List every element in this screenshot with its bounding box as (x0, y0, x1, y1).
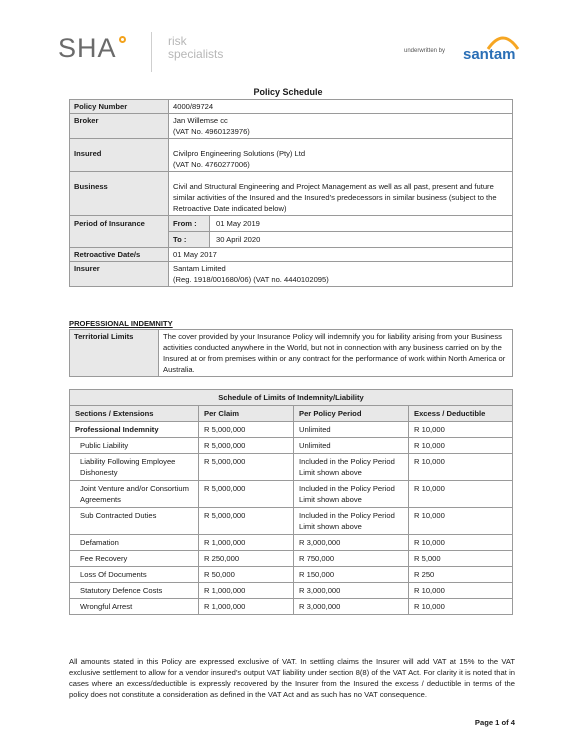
period-from (169, 216, 512, 232)
from-value: 01 May 2019 (216, 219, 260, 228)
per-policy-value: Unlimited (294, 438, 409, 454)
tagline-line1: risk (168, 34, 187, 48)
business-label: Business (70, 172, 169, 216)
section-name: Fee Recovery (70, 551, 199, 567)
excess-value: R 10,000 (409, 508, 513, 535)
table-row (70, 583, 513, 599)
excess-value: R 10,000 (409, 438, 513, 454)
col-header-sections: Sections / Extensions (70, 406, 199, 422)
table-row (70, 567, 513, 583)
excess-value: R 250 (409, 567, 513, 583)
sha-logo-dot-icon (119, 36, 126, 43)
excess-value: R 10,000 (409, 422, 513, 438)
retroactive-label: Retroactive Date/s (70, 248, 169, 262)
table-row (70, 422, 513, 438)
underwritten-by-label: underwritten by (404, 48, 446, 54)
excess-value: R 10,000 (409, 454, 513, 481)
excess-value: R 10,000 (409, 535, 513, 551)
section-name: Public Liability (70, 438, 199, 454)
per-policy-value: Included in the Policy Period Limit shown above (294, 481, 409, 508)
excess-value: R 5,000 (409, 551, 513, 567)
territorial-limits-table (69, 329, 513, 377)
section-name: Sub Contracted Duties (70, 508, 199, 535)
per-claim-value: R 50,000 (199, 567, 294, 583)
retroactive-row (70, 248, 513, 262)
period-to (169, 232, 512, 247)
per-claim-value: R 1,000,000 (199, 599, 294, 615)
territorial-limits-row (70, 330, 513, 377)
territorial-limits-label: Territorial Limits (70, 330, 159, 377)
business-value: Civil and Structural Engineering and Project Management as well as all past, present and future similar activities of the Insured and the Insured’s predecessors in similar business (subject to the Retroactive Date indicated below) (169, 172, 513, 216)
policy-number-label: Policy Number (70, 100, 169, 114)
table-row (70, 599, 513, 615)
limits-of-indemnity-table (69, 389, 513, 615)
limits-header-row (70, 406, 513, 422)
per-policy-value: Unlimited (294, 422, 409, 438)
letterhead (0, 0, 576, 80)
insurer-label: Insurer (70, 262, 169, 287)
table-row (70, 551, 513, 567)
retroactive-value: 01 May 2017 (169, 248, 513, 262)
broker-label: Broker (70, 114, 169, 139)
per-claim-value: R 5,000,000 (199, 422, 294, 438)
insurer-registration: (Reg. 1918/001680/06) (VAT no. 4440102095) (173, 275, 329, 284)
insured-vat: (VAT No. 4760277006) (173, 160, 250, 169)
per-policy-value: Included in the Policy Period Limit shown above (294, 454, 409, 481)
insured-row (70, 139, 513, 172)
vat-note: All amounts stated in this Policy are expressed exclusive of VAT. In settling claims the Insurer will add VAT at 15% to the VAT exclusive settlement to allow for a vendor insured’s output VAT liability under section 8(8) of the VAT Act. For clarity it is noted that in cases where an excess/deductible is expressly recovered by the Insurer from the Insured the excess / deductible in terms of the policy does not constitute a consideration as defined in the VAT Act and as such has no VAT consequence. (69, 657, 515, 699)
excess-value: R 10,000 (409, 583, 513, 599)
per-policy-value: R 3,000,000 (294, 599, 409, 615)
col-header-excess: Excess / Deductible (409, 406, 513, 422)
per-claim-value: R 1,000,000 (199, 583, 294, 599)
per-policy-value: R 3,000,000 (294, 535, 409, 551)
per-claim-value: R 5,000,000 (199, 481, 294, 508)
excess-value: R 10,000 (409, 481, 513, 508)
col-header-per-claim: Per Claim (199, 406, 294, 422)
insured-name: Civilpro Engineering Solutions (Pty) Ltd (173, 149, 306, 158)
table-row (70, 454, 513, 481)
section-name: Wrongful Arrest (70, 599, 199, 615)
per-policy-value: R 750,000 (294, 551, 409, 567)
professional-indemnity-heading: PROFESSIONAL INDEMNITY (69, 319, 173, 328)
per-policy-value: Included in the Policy Period Limit shown above (294, 508, 409, 535)
per-claim-value: R 1,000,000 (199, 535, 294, 551)
risk-specialists-tagline (168, 35, 223, 61)
period-value (169, 216, 513, 248)
per-claim-value: R 5,000,000 (199, 438, 294, 454)
period-label: Period of Insurance (70, 216, 169, 248)
from-label: From : (169, 216, 210, 231)
page-number: Page 1 of 4 (474, 718, 515, 727)
to-value: 30 April 2020 (216, 235, 261, 244)
table-row (70, 481, 513, 508)
excess-value: R 10,000 (409, 599, 513, 615)
insurer-row (70, 262, 513, 287)
table-row (70, 508, 513, 535)
table-row (70, 438, 513, 454)
per-policy-value: R 3,000,000 (294, 583, 409, 599)
insurer-name: Santam Limited (173, 264, 226, 273)
section-name: Statutory Defence Costs (70, 583, 199, 599)
section-name: Joint Venture and/or Consortium Agreements (70, 481, 199, 508)
section-name: Professional Indemnity (70, 422, 199, 438)
broker-name: Jan Willemse cc (173, 116, 228, 125)
header-divider (151, 32, 152, 72)
business-row (70, 172, 513, 216)
page-title: Policy Schedule (253, 87, 323, 97)
table-row (70, 535, 513, 551)
policy-schedule-table (69, 99, 513, 287)
section-name: Defamation (70, 535, 199, 551)
to-label: To : (169, 232, 210, 247)
insurer-value (169, 262, 513, 287)
section-name: Loss Of Documents (70, 567, 199, 583)
territorial-limits-text: The cover provided by your Insurance Policy will indemnify you for liability arising from your Business activities conducted anywhere in the World, but not in connection with any business carried on by the Insured at or from premises within or any contract for the performance of work within North America or Australia. (159, 330, 513, 377)
period-row (70, 216, 513, 248)
limits-caption-row (70, 390, 513, 406)
tagline-line2: specialists (168, 47, 224, 61)
broker-vat: (VAT No. 4960123976) (173, 127, 250, 136)
policy-number-row (70, 100, 513, 114)
section-name: Liability Following Employee Dishonesty (70, 454, 199, 481)
broker-value (169, 114, 513, 139)
per-claim-value: R 250,000 (199, 551, 294, 567)
limits-caption: Schedule of Limits of Indemnity/Liability (70, 390, 513, 406)
col-header-per-policy-period: Per Policy Period (294, 406, 409, 422)
per-policy-value: R 150,000 (294, 567, 409, 583)
broker-row (70, 114, 513, 139)
insured-label: Insured (70, 139, 169, 172)
per-claim-value: R 5,000,000 (199, 508, 294, 535)
santam-logo: santam (463, 46, 516, 63)
per-claim-value: R 5,000,000 (199, 454, 294, 481)
sha-logo: SHA (58, 33, 117, 63)
policy-number-value: 4000/89724 (169, 100, 513, 114)
insured-value (169, 139, 513, 172)
